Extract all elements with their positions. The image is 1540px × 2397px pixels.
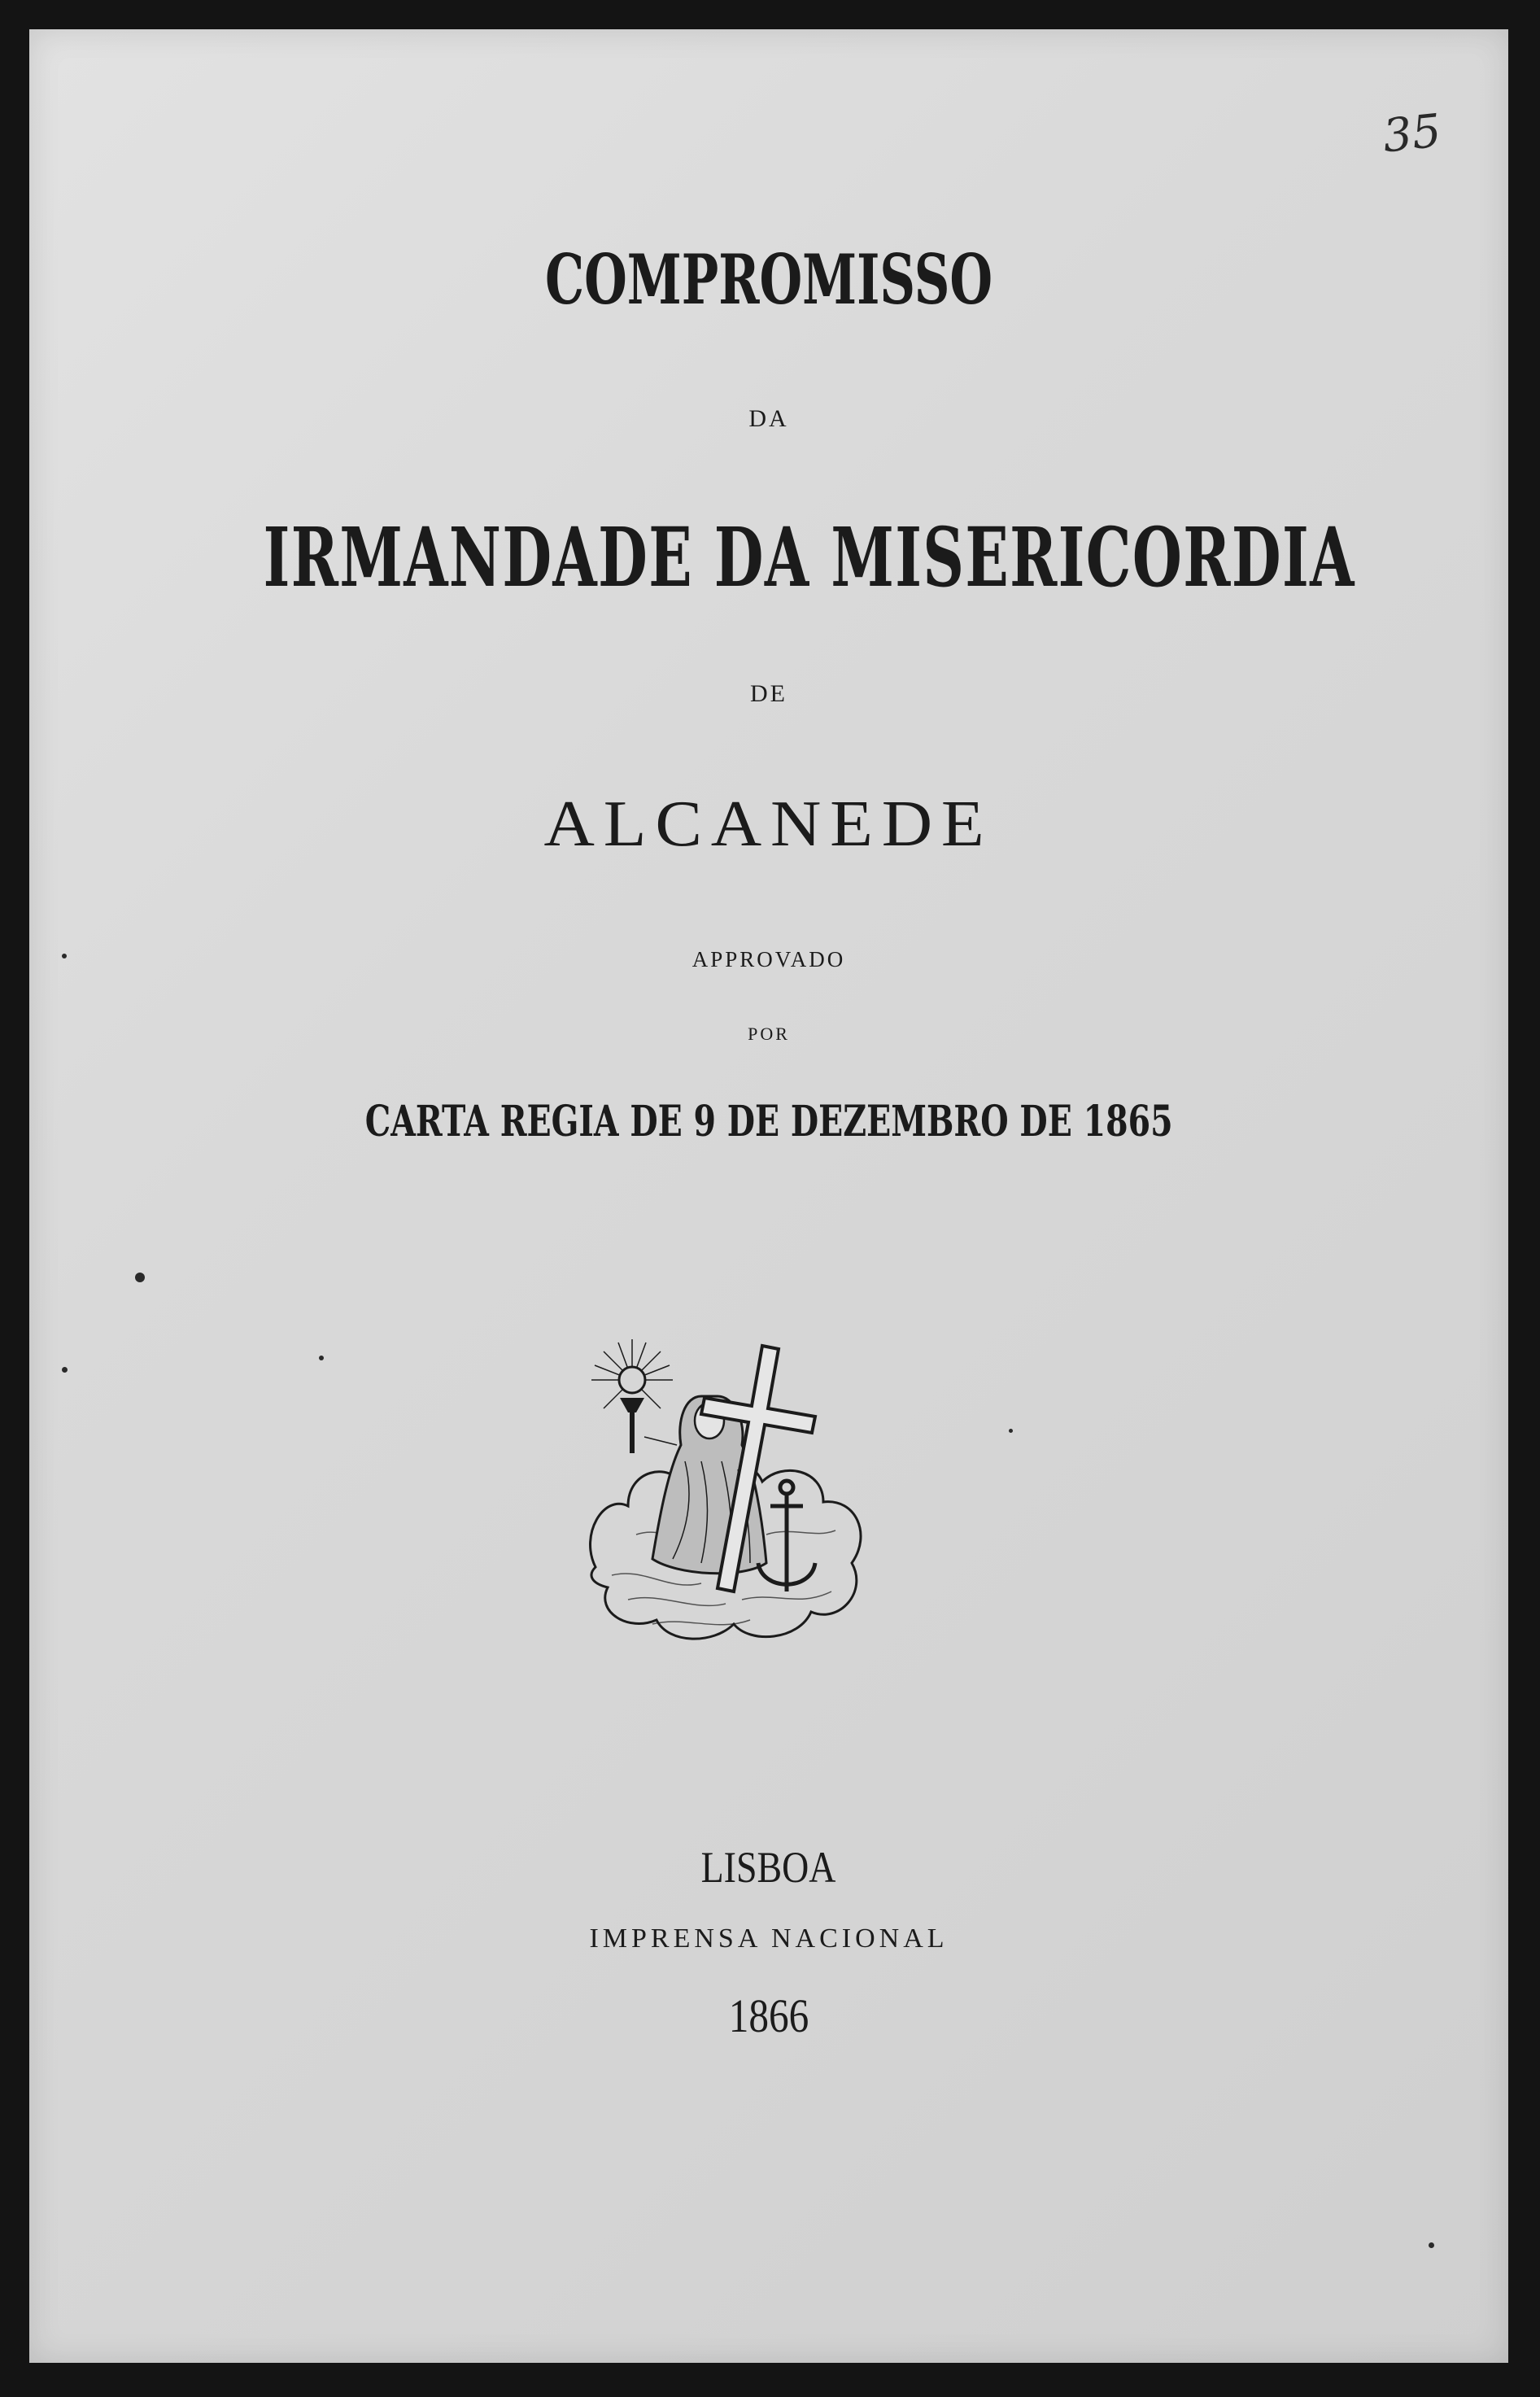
paper-speck xyxy=(62,954,67,958)
connector-de: DE xyxy=(750,680,787,707)
approved-text: APPROVADO xyxy=(691,947,846,971)
misericordia-emblem-icon xyxy=(579,1331,872,1644)
imprint-year: 1866 xyxy=(728,1989,809,2042)
approved-line xyxy=(29,947,1508,972)
title-text: COMPROMISSO xyxy=(544,239,993,320)
imprint-printer-line xyxy=(29,1923,1508,1954)
connector-da: DA xyxy=(748,405,789,432)
place-line xyxy=(29,788,1508,862)
imprint-year-line xyxy=(29,1989,1508,2043)
institution-line xyxy=(29,509,1508,605)
imprint-city-line xyxy=(29,1842,1508,1893)
title-page xyxy=(29,29,1508,2363)
imprint-city: LISBOA xyxy=(701,1843,836,1892)
handwritten-page-number: 35 xyxy=(1380,104,1444,164)
imprint-printer: IMPRENSA NACIONAL xyxy=(589,1923,949,1954)
connector-line-de xyxy=(29,680,1508,708)
institution-name: IRMANDADE DA MISERICORDIA xyxy=(263,509,1355,605)
decree-line xyxy=(29,1097,1508,1146)
paper-speck xyxy=(135,1273,145,1282)
place-name: ALCANEDE xyxy=(544,788,993,860)
paper-speck xyxy=(319,1356,324,1360)
paper-speck xyxy=(1009,1429,1013,1433)
connector-line-da xyxy=(29,405,1508,433)
paper-speck xyxy=(62,1367,68,1373)
by-text: POR xyxy=(748,1024,790,1044)
by-line xyxy=(29,1024,1508,1045)
title-line xyxy=(29,239,1508,320)
paper-speck xyxy=(1429,2242,1434,2248)
decree-text: CARTA REGIA DE 9 DE DEZEMBRO DE 1865 xyxy=(364,1097,1173,1146)
